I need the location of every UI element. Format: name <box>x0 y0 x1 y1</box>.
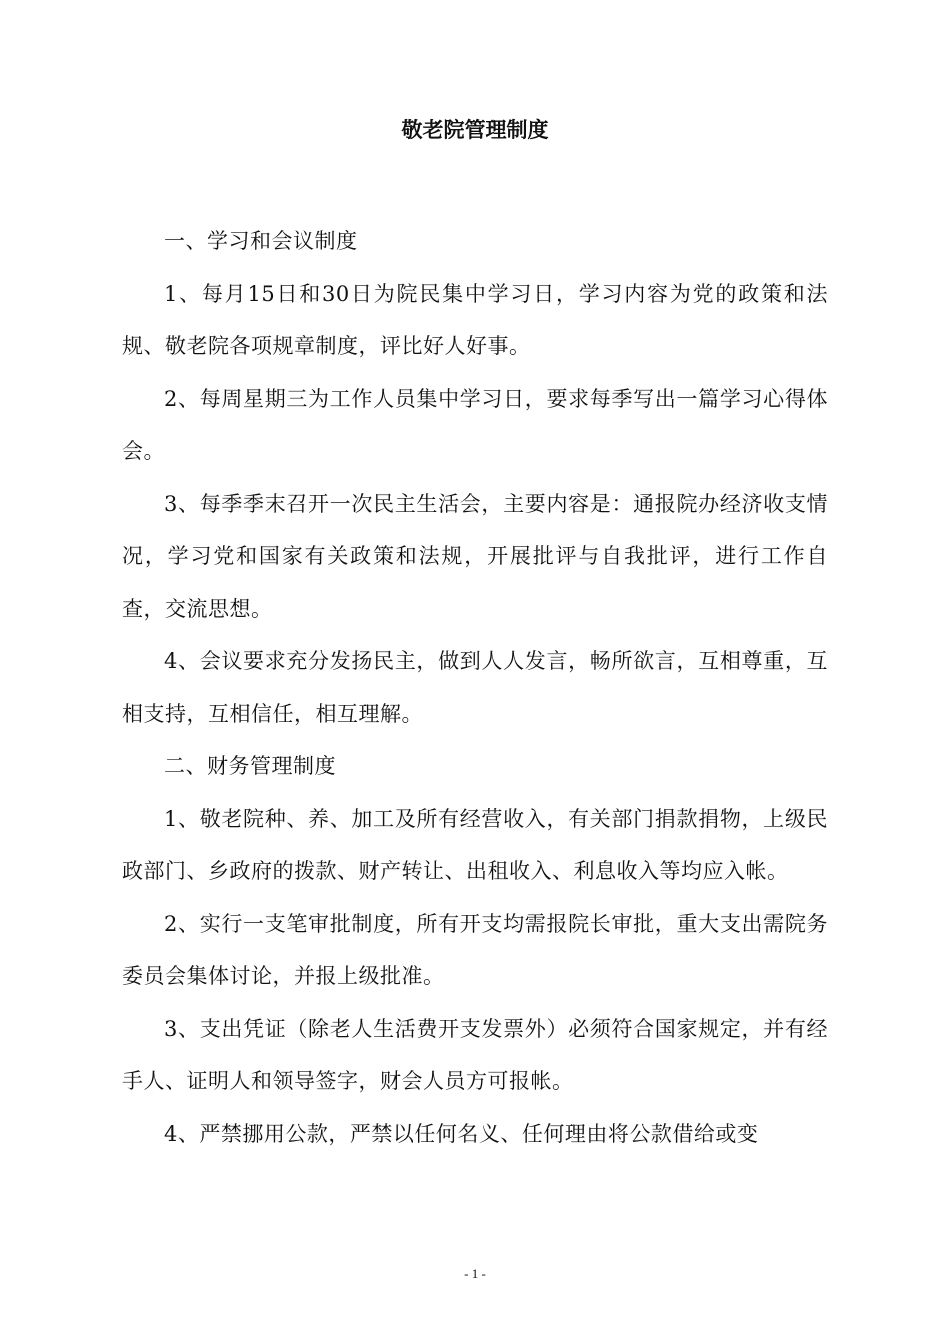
section-finance <box>122 740 828 1160</box>
paragraph: 1、敬老院种、养、加工及所有经营收入，有关部门捐款捐物，上级民政部门、乡政府的拨款、财产转让、出租收入、利息收入等均应入帐。 <box>122 806 828 883</box>
section-heading: 一、学习和会议制度 <box>164 229 358 253</box>
paragraph: 3、支出凭证（除老人生活费开支发票外）必须符合国家规定，并有经手人、证明人和领导签字，财会人员方可报帐。 <box>122 1016 828 1093</box>
paragraph: 3、每季季末召开一次民主生活会，主要内容是：通报院办经济收支情况，学习党和国家有关政策和法规，开展批评与自我批评，进行工作自查，交流思想。 <box>122 491 828 621</box>
paragraph: 4、会议要求充分发扬民主，做到人人发言，畅所欲言，互相尊重，互相支持，互相信任，相互理解。 <box>122 649 828 726</box>
document-body <box>122 215 828 1160</box>
paragraph: 2、实行一支笔审批制度，所有开支均需报院长审批，重大支出需院务委员会集体讨论，并报上级批准。 <box>122 911 828 988</box>
section-heading: 二、财务管理制度 <box>164 754 336 778</box>
paragraph: 2、每周星期三为工作人员集中学习日，要求每季写出一篇学习心得体会。 <box>122 386 828 463</box>
page-number: - 1 - <box>464 1266 486 1281</box>
document-title: 敬老院管理制度 <box>401 118 549 142</box>
paragraph: 4、严禁挪用公款，严禁以任何名义、任何理由将公款借给或变 <box>164 1121 759 1146</box>
paragraph: 1、每月15日和30日为院民集中学习日，学习内容为党的政策和法规、敬老院各项规章制度，评比好人好事。 <box>122 281 828 358</box>
section-study-meeting <box>122 215 828 740</box>
